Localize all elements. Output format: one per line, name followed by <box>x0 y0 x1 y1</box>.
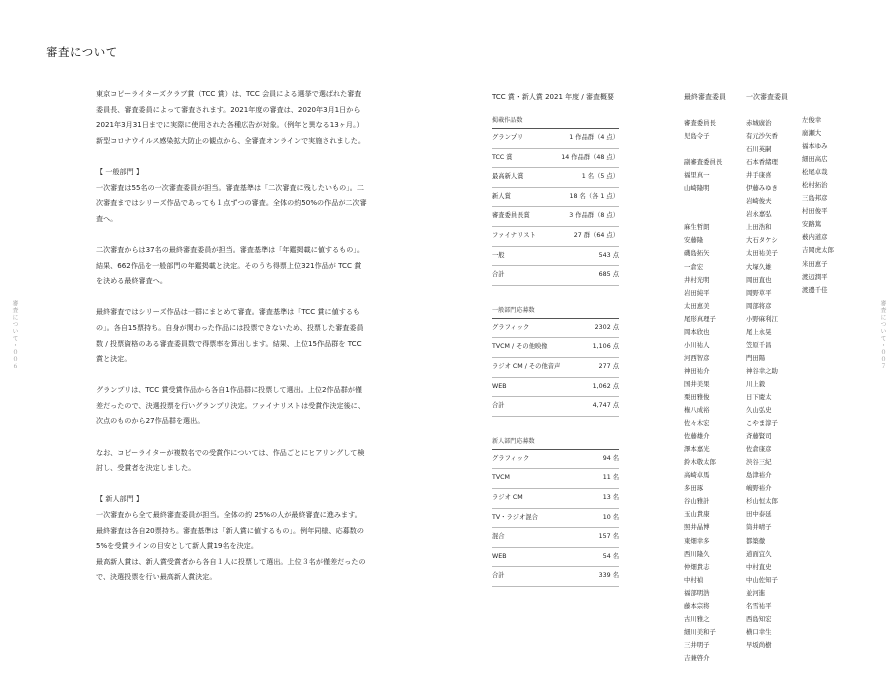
general-paragraph-1: 一次審査は55名の一次審査委員が担当。審査基準は「二次審査に残したいもの」。二次審査まではシリーズ作品であっても１点ずつの審査。全体の約50%の作品が二次審査へ。 <box>96 182 367 223</box>
committee-member-name: 笠原千昌 <box>746 340 772 349</box>
committee-member-name: 岡部将彦 <box>746 301 772 310</box>
committee-member-name: 児島令子 <box>684 132 710 141</box>
final-committee-column <box>684 92 726 665</box>
committee-member-name: 三島邦彦 <box>802 194 828 203</box>
row-value: 1 作品群（4 点） <box>569 134 619 141</box>
folio-left: 審査について・００６ <box>11 300 18 370</box>
table-row <box>492 548 619 568</box>
first-committee-list <box>746 117 788 652</box>
table-row <box>492 509 619 529</box>
committee-member-name: 福本ゆみ <box>802 142 828 151</box>
committee-member-name: 廣瀬大 <box>802 129 822 138</box>
committee-member-name: 渋谷三紀 <box>746 458 772 467</box>
row-value: 14 作品群（48 点） <box>561 153 619 161</box>
table-header: 一般部門応募数 <box>492 304 619 319</box>
committee-member-name: 仲畑貴志 <box>684 562 710 571</box>
row-value: 94 名 <box>602 454 619 462</box>
committee-member-name: 安藤隆 <box>684 236 704 245</box>
committee-member-name: 三井明子 <box>684 640 710 649</box>
row-value: 10 名 <box>602 513 619 521</box>
committee-member-name: 中村直史 <box>746 562 772 571</box>
final-committee-header: 最終審査委員 <box>684 93 726 101</box>
committee-member-name: 佐藤雄介 <box>684 432 710 441</box>
committee-member-name: 鈴木敬太郎 <box>684 458 716 467</box>
row-label: TCC 賞 <box>492 153 513 161</box>
newcomer-paragraph-2: 最終審査は各自20票持ち。審査基準は「新人賞に値するもの」。例年同様、応募数の5%を受賞ラインの目安として新人賞19名を決定。 <box>96 525 364 551</box>
committee-member-name: 岩田純平 <box>684 288 710 297</box>
table-row <box>492 378 619 398</box>
committee-member-name: 藤本宗将 <box>684 601 710 610</box>
row-label: TVCM / その他映像 <box>492 343 548 351</box>
row-value: 339 名 <box>598 572 619 580</box>
row-value: 1 名（5 点） <box>581 173 619 181</box>
row-value: 3 作品群（8 点） <box>569 212 619 220</box>
row-value: 27 群（64 点） <box>573 231 619 239</box>
committee-member-name: 川上毅 <box>746 379 766 388</box>
general-paragraph-5: なお、コピーライターが複数名での受賞作については、作品ごとにヒアリングして検討し、受賞者を決定しました。 <box>96 447 365 473</box>
committee-member-name: 吉兼啓介 <box>684 653 710 662</box>
committee-member-name <box>684 208 726 221</box>
committee-member-name: 杉山恒太郎 <box>746 497 778 506</box>
committee-member-name: 嶋野裕介 <box>746 484 772 493</box>
newcomer-paragraph-3: 最高新人賞は、新人賞受賞者から各自１人に投票して選出。上位３名が僅差だったので、決選投票を行い最高新人賞決定。 <box>96 556 366 582</box>
committee-member-name: 権八成裕 <box>684 406 710 415</box>
committee-member-name: 谷山雅計 <box>684 497 710 506</box>
committee-member-name: 道面宜久 <box>746 549 772 558</box>
committee-member-name: 小野麻利江 <box>746 314 778 323</box>
row-value: 277 点 <box>598 362 619 370</box>
committee-member-name: 横口幸生 <box>746 627 772 636</box>
committee-member-name: 岩崎俊夫 <box>746 197 772 206</box>
committee-member-name: 西川隆久 <box>684 549 710 558</box>
committee-member-name: 麻生哲朗 <box>684 223 710 232</box>
committee-member-name: 米田恵子 <box>802 259 828 268</box>
summary-panel <box>492 92 619 605</box>
row-label: 合計 <box>492 402 505 410</box>
table-row <box>492 188 619 208</box>
row-label: TVCM <box>492 474 510 482</box>
committee-member-name: 高崎卓馬 <box>684 471 710 480</box>
committee-member-name: 岡本欣也 <box>684 327 710 336</box>
committee-member-name: 神田祐介 <box>684 366 710 375</box>
folio-right: 審査について・００７ <box>879 300 886 370</box>
committee-member-name: 中山佐知子 <box>746 575 778 584</box>
row-label: グランプリ <box>492 134 524 141</box>
committee-member-name: 岡田直也 <box>746 275 772 284</box>
committee-member-name: 早坂尚樹 <box>746 640 772 649</box>
committee-member-name: 審査委員長 <box>684 119 716 127</box>
row-label: WEB <box>492 382 507 390</box>
committee-member-name: 松村拓治 <box>802 181 828 190</box>
row-label: ラジオ CM / その他音声 <box>492 362 561 370</box>
row-value: 18 名（各 1 点） <box>569 192 619 200</box>
committee-member-name: 細田高広 <box>802 155 828 164</box>
row-label: ファイナリスト <box>492 231 536 239</box>
committee-member-name: 福里真一 <box>684 171 710 180</box>
table-row <box>492 567 619 587</box>
committee-member-name: 澤本嘉光 <box>684 445 710 454</box>
committee-member-name: 渡邊千佳 <box>802 285 828 294</box>
table-row <box>492 528 619 548</box>
table-header: 掲載作品数 <box>492 114 619 129</box>
table-row <box>492 397 619 417</box>
row-value: 4,747 点 <box>592 402 619 410</box>
committee-member-name: 名雪祐平 <box>746 601 772 610</box>
summary-title: TCC 賞・新人賞 2021 年度 / 審査概要 <box>492 93 614 101</box>
page-title: 審査について <box>46 45 118 59</box>
table-row <box>492 489 619 509</box>
committee-member-name: 安路篤 <box>802 220 822 229</box>
committee-member-name: 太田恵美 <box>684 301 710 310</box>
table-row <box>492 358 619 378</box>
row-label: 一般 <box>492 251 505 259</box>
row-value: 157 名 <box>598 533 619 541</box>
committee-member-name <box>684 143 726 156</box>
committee-member-name: 筒井晴子 <box>746 523 772 532</box>
row-label: 審査委員長賞 <box>492 212 530 220</box>
committee-member-name: 小川祐人 <box>684 340 710 349</box>
table-row <box>492 247 619 267</box>
committee-member-name: 山崎隆明 <box>684 184 710 193</box>
committee-member-name: 松尾卓哉 <box>802 168 828 177</box>
table-row <box>492 319 619 339</box>
row-label: グラフィック <box>492 323 530 331</box>
row-label: 混合 <box>492 533 505 541</box>
row-label: ラジオ CM <box>492 493 523 501</box>
committee-member-name: 細川美和子 <box>684 627 716 636</box>
table-general-entries <box>492 304 619 417</box>
table-row <box>492 338 619 358</box>
committee-member-name: こやま淳子 <box>746 419 778 428</box>
general-paragraph-4: グランプリは、TCC 賞受賞作品から各自1作品群に投票して選出。上位2作品群が僅差だったので、決選投票を行いグランプリ決定。ファイナリストは受賞作決定後に、次点のものから27作品群を選出。 <box>96 385 365 426</box>
committee-member-name <box>684 195 726 208</box>
row-value: 1,106 点 <box>592 343 619 351</box>
row-value: 54 名 <box>602 552 619 560</box>
committee-member-name: 佐々木宏 <box>684 419 710 428</box>
committee-member-name: 照井晶博 <box>684 523 710 532</box>
row-label: 最高新人賞 <box>492 173 524 181</box>
committee-member-name: 玉山貴康 <box>684 510 710 519</box>
committee-member-name: 門田陽 <box>746 353 766 362</box>
row-label: 新人賞 <box>492 192 511 200</box>
committee-member-name: 福部明浩 <box>684 588 710 597</box>
row-label: WEB <box>492 552 507 560</box>
table-row <box>492 149 619 169</box>
committee-member-name: 井村光明 <box>684 275 710 284</box>
table-published-works <box>492 114 619 286</box>
committee-member-name: 村田俊平 <box>802 207 828 216</box>
first-committee-header: 一次審査委員 <box>746 93 788 101</box>
row-label: 合計 <box>492 271 505 279</box>
committee-member-name: 左俊幸 <box>802 116 822 124</box>
committee-member-name: 渡辺潤平 <box>802 272 828 281</box>
table-row <box>492 207 619 227</box>
general-section-heading: 【 一般部門 】 <box>96 166 144 176</box>
committee-member-name: 尾上永晃 <box>746 327 772 336</box>
committee-member-name: 古川雅之 <box>684 614 710 623</box>
committee-member-name: 伊藤みゆき <box>746 184 778 193</box>
committee-member-name: 並河進 <box>746 588 766 597</box>
committee-member-name: 尾形真理子 <box>684 314 716 323</box>
newcomer-section-heading: 【 新人部門 】 <box>96 494 144 504</box>
table-row <box>492 266 619 286</box>
committee-member-name: 西島知宏 <box>746 614 772 623</box>
general-paragraph-2: 二次審査からは37名の最終審査委員が担当。審査基準は「年鑑掲載に値するもの」。結果、662作品を一般部門の年鑑掲載と決定。そのうち得票上位321作品が TCC 賞を決める最終審査へ。 <box>96 244 364 286</box>
table-row <box>492 450 619 470</box>
body-text <box>96 86 368 585</box>
committee-member-name: 栗田雅俊 <box>684 392 710 401</box>
committee-member-name: 石本香緒理 <box>746 158 778 167</box>
committee-member-name: 国井美果 <box>684 379 710 388</box>
committee-member-name: 副審査委員長 <box>684 158 723 167</box>
table-header: 新人部門応募数 <box>492 435 619 450</box>
committee-member-name: 井手康喜 <box>746 171 772 180</box>
committee-member-name: 太田祐美子 <box>746 249 778 258</box>
row-label: 合計 <box>492 572 505 580</box>
committee-member-name: 赤城廣治 <box>746 119 772 127</box>
row-value: 13 名 <box>602 493 619 501</box>
committee-member-name: 有元沙矢香 <box>746 132 778 141</box>
committee-member-name: 岡野草平 <box>746 288 772 297</box>
committee-member-name: 岩永嘉弘 <box>746 210 772 219</box>
committee-member-name: 大塚久雄 <box>746 262 772 271</box>
row-label: TV・ラジオ混合 <box>492 513 538 521</box>
intro-paragraph: 東京コピーライターズクラブ賞（TCC 賞）は、TCC 会員による選挙で選ばれた審査委員長、審査委員によって審査されます。2021年度の審査は、2020年3月1日から2021年3月31日までに実際に使用された各種広告が対象。（例年と異なる13ヶ月。）新型コロナウイルス感染拡大防止の観点から、全審査オンラインで実施されました。 <box>96 89 365 145</box>
row-value: 2302 点 <box>594 323 619 331</box>
table-row <box>492 129 619 149</box>
committee-member-name: 大石タケシ <box>746 236 778 245</box>
table-row <box>492 227 619 247</box>
committee-member-name: 吉岡虎太郎 <box>802 246 834 255</box>
final-committee-list <box>684 117 726 665</box>
committee-member-name: 磯島拓矢 <box>684 249 710 258</box>
table-row <box>492 469 619 489</box>
committee-member-name: 石川英嗣 <box>746 145 772 154</box>
table-row <box>492 168 619 188</box>
row-value: 11 名 <box>602 474 619 482</box>
committee-member-name: 久山弘史 <box>746 406 772 415</box>
row-value: 1,062 点 <box>592 382 619 390</box>
committee-member-name: 東畑幸多 <box>684 536 710 545</box>
committee-member-name: 多田琢 <box>684 484 704 493</box>
row-label: グラフィック <box>492 454 530 462</box>
committee-member-name: 島津裕介 <box>746 471 772 480</box>
committee-member-name: 一倉宏 <box>684 262 704 271</box>
newcomer-paragraph-1: 一次審査から全て最終審査委員が担当。全体の約 25%の人が最終審査に進みます。 <box>96 510 362 520</box>
table-newcomer-entries <box>492 435 619 587</box>
committee-member-name: 田中泰延 <box>746 510 772 519</box>
committee-member-name: 薮内道彦 <box>802 233 828 242</box>
committee-member-name: 都築徹 <box>746 536 766 545</box>
row-value: 543 点 <box>598 251 619 259</box>
committee-member-name: 神谷幸之助 <box>746 366 778 375</box>
first-committee-list-2 <box>802 114 834 297</box>
committee-member-name: 日下慶太 <box>746 392 772 401</box>
committee-member-name: 中村禎 <box>684 575 704 584</box>
committee-member-name: 上田浩和 <box>746 223 772 232</box>
row-value: 685 点 <box>598 271 619 279</box>
general-paragraph-3: 最終審査ではシリーズ作品は一群にまとめて審査。審査基準は「TCC 賞に値するもの」。各自15票持ち。自身が関わった作品には投票できないため、投票した審査委員数 / 投票資格のある審査委員数で得票率を算出します。結果、上位15作品群を TCC 賞と決定。 <box>96 307 364 364</box>
committee-member-name: 佐倉康彦 <box>746 445 772 454</box>
committee-member-name: 斉藤賢司 <box>746 432 772 441</box>
committee-member-name: 河西智彦 <box>684 353 710 362</box>
first-committee-column <box>746 92 834 652</box>
